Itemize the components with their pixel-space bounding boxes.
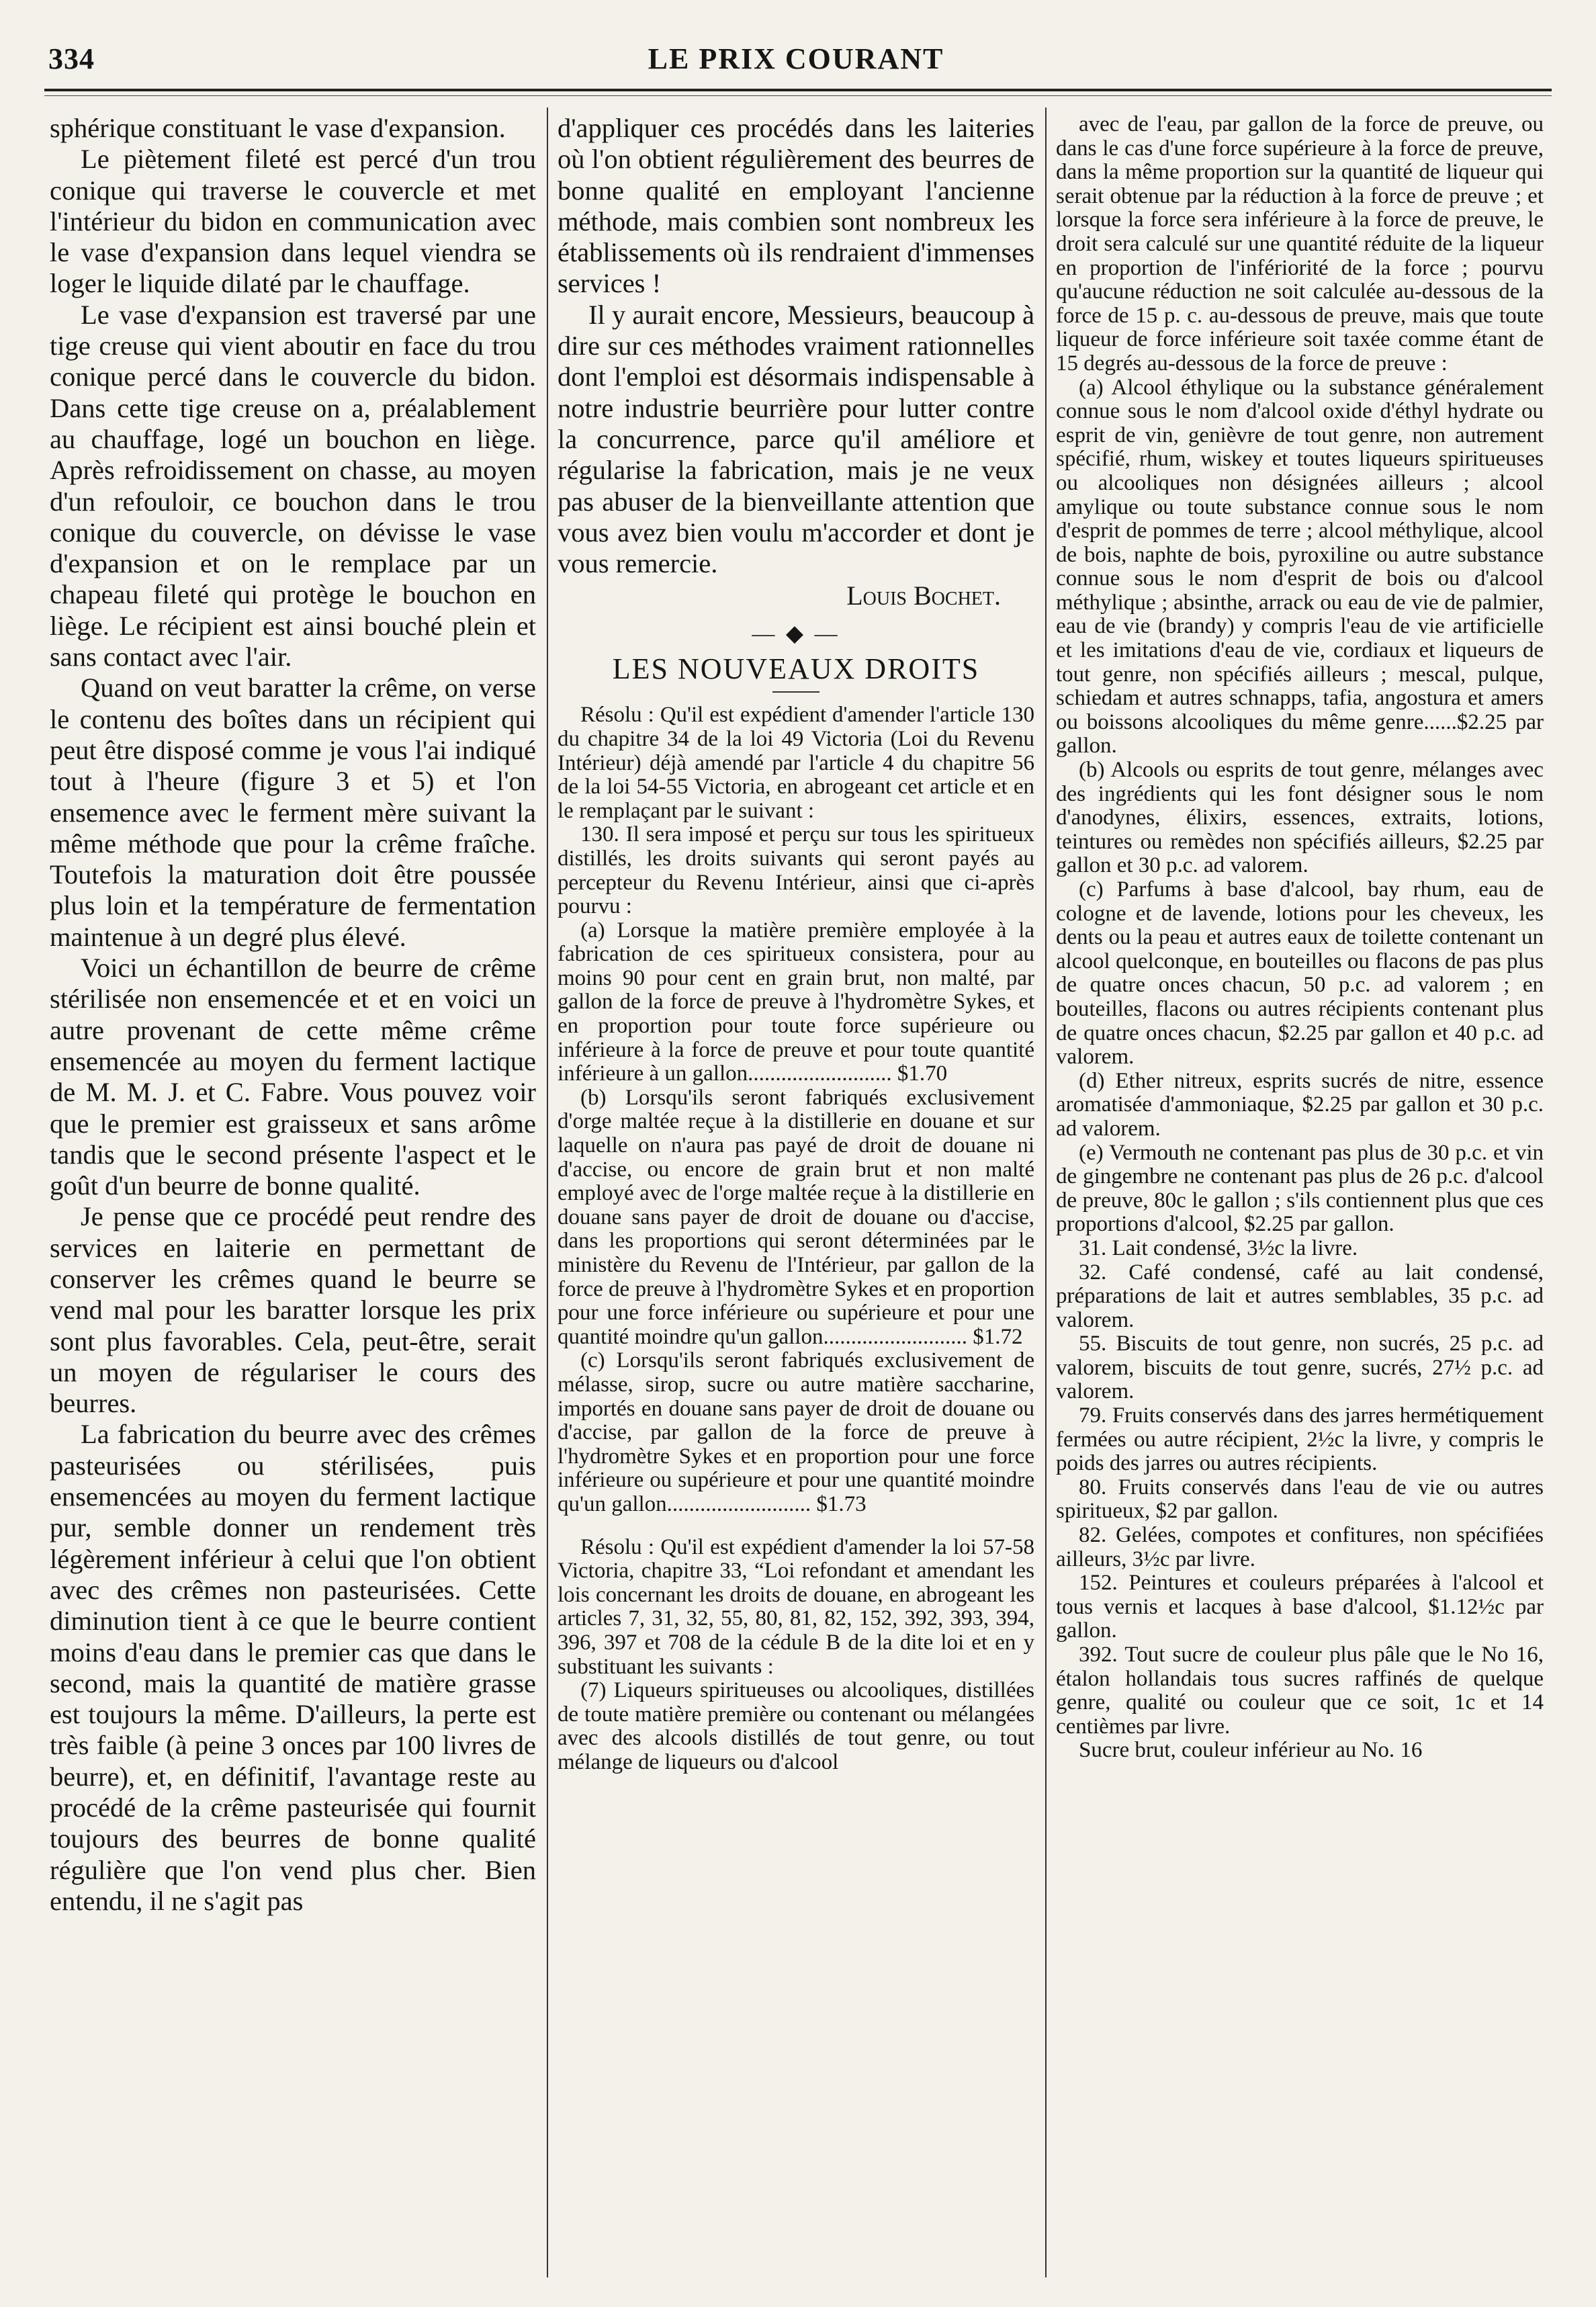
- resolution-paragraph: (c) Lorsqu'ils seront fabriqués exclusivement de mélasse, sirop, sucre ou autre matière saccharine, importés en douane sans payer de droit de douane ou d'accise, par gallon de la force de preuve à l'hydromètre Sykes et en proportion pour une force inférieure ou supérieure et pour une quantité moindre qu'un gallon.......................... $1.73: [558, 1348, 1034, 1516]
- paragraph: (c) Parfums à base d'alcool, bay rhum, eau de cologne et de lavende, lotions pour les cheveux, les dents ou la peau et autres eaux de toilette contenant un alcool quelconque, en bouteilles ou flacons de pas plus de quatre onces chacun, 50 p.c. ad valorem ; en bouteilles, flacons ou autres récipients contenant plus de quatre onces chacun, $2.25 par gallon et 40 p.c. ad valorem.: [1056, 877, 1544, 1070]
- resolution-paragraph: Résolu : Qu'il est expédient d'amender la loi 57-58 Victoria, chapitre 33, “Loi refondant et amendant les lois concernant les droits de douane, en abrogeant les articles 7, 31, 32, 55, 80, 81, 82, 152, 392, 393, 394, 396, 397 et 708 de la cédule B de la dite loi et en y substituant les suivants :: [558, 1534, 1034, 1679]
- author-signature: Louis Bochet.: [846, 580, 1001, 611]
- resolution-paragraph: 130. Il sera imposé et perçu sur tous les spiritueux distillés, les droits suivants qui seront payés au percepteur du Revenu Intérieur, ainsi que ci-après pourvu :: [558, 822, 1034, 919]
- column-divider-left: [547, 107, 548, 2277]
- paragraph: sphérique constituant le vase d'expansion.: [50, 113, 506, 143]
- paragraph: La fabrication du beurre avec des crêmes pasteurisées ou stérilisées, puis ensemencées au moyen du ferment lactique pur, semble donner un rendement très légèrement inférieur à celui que l'on obtient avec des crêmes non pasteurisées. Cette diminution tient à ce que le beurre contient moins d'eau dans le premier cas que dans le second, mais la quantité de matière grasse est toujours la même. D'ailleurs, la perte est très faible (à peine 3 onces par 100 livres de beurre), et, en définitif, l'avantage reste au procédé de la crême pasteurisée qui fournit toujours des beurres de bonne qualité régulière que l'on vend plus cher. Bien entendu, il ne s'agit pas: [50, 1419, 536, 1916]
- paragraph: Le vase d'expansion est traversé par une tige creuse qui vient aboutir en face du trou conique percé dans le couvercle du bidon. Dans cette tige creuse on a, préalablement au chauffage, logé un bouchon en liège. Après refroidissement on chasse, au moyen d'un refouloir, ce bouchon dans le trou conique du couvercle, on dévisse le vase d'expansion et on le remplace par un chapeau fileté qui protège le bouchon en liège. Le récipient est ainsi bouché plein et sans contact avec l'air.: [50, 299, 536, 672]
- column-divider-right: [1045, 107, 1047, 2277]
- paragraph: 79. Fruits conservés dans des jarres hermétiquement fermées ou autre récipient, 2½c la livre, y compris le poids des jarres ou autres récipients.: [1056, 1403, 1544, 1476]
- paragraph: 392. Tout sucre de couleur plus pâle que le No 16, étalon hollandais tous sucres raffinés de quelque genre, qualité ou couleur que ce soit, 1c et 14 centièmes par livre.: [1056, 1643, 1544, 1739]
- paragraph: (b) Alcools ou esprits de tout genre, mélanges avec des ingrédients qui les font désigner sous le nom d'anodynes, élixirs, essences, extraits, lotions, teintures ou remèdes non spécifiés ailleurs, $2.25 par gallon et 30 p.c. ad valorem.: [1056, 758, 1544, 878]
- header-rule-thin: [44, 95, 1552, 96]
- paragraph: d'appliquer ces procédés dans les laiteries où l'on obtient régulièrement des beurres de bonne qualité en employant l'ancienne méthode, mais combien sont nombreux les établissements où ils rendraient d'immenses services !: [558, 113, 1034, 299]
- paragraph: Je pense que ce procédé peut rendre des services en laiterie en permettant de conserver les crêmes quand le beurre se vend mal pour les baratter lorsque les prix sont plus favorables. Cela, peut-être, serait un moyen de régulariser le cours des beurres.: [50, 1201, 536, 1419]
- journal-title: LE PRIX COURANT: [648, 42, 944, 75]
- paragraph: 80. Fruits conservés dans l'eau de vie ou autres spiritueux, $2 par gallon.: [1056, 1475, 1544, 1524]
- paragraph: Le piètement fileté est percé d'un trou conique qui traverse le couvercle et met l'intérieur du bidon en communication avec le vase d'expansion dans lequel viendra se loger le liquide dilaté par le chauffage.: [50, 144, 536, 299]
- section-ornament: — ◆ —: [752, 621, 840, 646]
- paragraph: 82. Gelées, compotes et confitures, non spécifiées ailleurs, 3½c par livre.: [1056, 1523, 1544, 1571]
- column-3: [1056, 113, 1544, 2276]
- page-number: 334: [48, 42, 95, 75]
- paragraph: 32. Café condensé, café au lait condensé, préparations de lait et autres semblables, 35 p.c. ad valorem.: [1056, 1260, 1544, 1332]
- paragraph: Il y aurait encore, Messieurs, beaucoup à dire sur ces méthodes vraiment rationnelles dont l'emploi est désormais indispensable à notre industrie beurrière pour lutter contre la concurrence, parce qu'il améliore et régularise la fabrication, mais je ne veux pas abuser de la bienveillante attention que vous avez bien voulu m'accorder et dont je vous remercie.: [558, 299, 1034, 579]
- paragraph: (d) Ether nitreux, esprits sucrés de nitre, essence aromatisée d'ammoniaque, $2.25 par gallon et 30 p.c. ad valorem.: [1056, 1068, 1544, 1141]
- paragraph: Sucre brut, couleur inférieur au No. 16: [1079, 1738, 1423, 1763]
- paragraph: (e) Vermouth ne contenant pas plus de 30 p.c. et vin de gingembre ne contenant pas plus de 26 p.c. d'alcool de preuve, 80c le gallon ; s'ils contiennent plus que ces proportions d'alcool, $2.25 par gallon.: [1056, 1140, 1544, 1237]
- resolution-paragraph: (7) Liqueurs spiritueuses ou alcooliques, distillées de toute matière première ou contenant ou mélangées avec des alcools distillés de tout genre, ou tout mélange de liqueurs ou d'alcool: [558, 1678, 1034, 1774]
- section-title: LES NOUVEAUX DROITS: [612, 652, 980, 686]
- column-2: [558, 113, 1034, 2276]
- paragraph: avec de l'eau, par gallon de la force de preuve, ou dans le cas d'une force supérieure à la force de preuve, dans la même proportion sur la quantité de liqueur qui serait obtenue par la réduction à la force de preuve ; et lorsque la force sera inférieure à la force de preuve, le droit sera calculé sur une quantité réduite de la liqueur en proportion de l'infériorité de la force ; pourvu qu'aucune réduction ne soit calculée au-dessous de la force de 15 p. c. au-dessous de preuve, mais que toute liqueur de force inférieure soit taxée comme étant de 15 degrés au-dessous de la force de preuve :: [1056, 113, 1544, 376]
- column-1: [50, 113, 536, 2276]
- section-rule: [772, 691, 819, 693]
- header-rule: [44, 89, 1552, 91]
- paragraph: 152. Peintures et couleurs préparées à l'alcool et tous vernis et lacques à base d'alcool, $1.12½c par gallon.: [1056, 1571, 1544, 1643]
- resolution-block-1: [558, 703, 1034, 1516]
- paragraph: Quand on veut baratter la crême, on verse le contenu des boîtes dans un récipient qui peut être disposé comme je vous l'ai indiqué tout à l'heure (figure 3 et 5) et l'on ensemence avec le ferment mère suivant la même méthode que pour la crême fraîche. Toutefois la maturation doit être poussée plus loin et la température de fermentation maintenue à un degré plus élevé.: [50, 672, 536, 952]
- resolution-paragraph: (a) Lorsque la matière première employée à la fabrication de ces spiritueux consistera, pour au moins 90 pour cent en grain brut, non malté, par gallon de la force de preuve à l'hydromètre Sykes, et en proportion pour toute force supérieure ou inférieure à la force de preuve et pour toute quantité inférieure à un gallon.......................... $1.70: [558, 918, 1034, 1086]
- resolution-block-2: [558, 1536, 1034, 1775]
- paragraph: (a) Alcool éthylique ou la substance généralement connue sous le nom d'alcool oxide d'éthyl hydrate ou esprit de vin, genièvre de tout genre, non autrement spécifié, rhum, wiskey et toutes liqueurs spiritueuses ou alcooliques non désignées ailleurs ; alcool amylique ou toute substance connue sous le nom d'esprit de pommes de terre ; alcool méthylique, alcool de bois, naphte de bois, pyroxiline ou autre substance connue sous le nom d'esprit de bois ou d'alcool méthylique ; absinthe, arrack ou eau de vie de palmier, eau de vie (brandy) y compris l'eau de vie artificielle et les imitations d'eau de vie, cordiaux et liqueurs de tout genre, non spécifiés ailleurs ; mescal, pulque, schiedam et autres schnapps, tafia, angostura et amers ou boissons alcooliques du même genre......$2.25 par gallon.: [1056, 375, 1544, 758]
- paragraph: Voici un échantillon de beurre de crême stérilisée non ensemencée et et en voici un autre provenant de cette même crême ensemencée au moyen du ferment lactique de M. M. J. et C. Fabre. Vous pouvez voir que le premier est graisseux et sans arôme tandis que le second présente l'aspect et le goût d'un beurre de bonne qualité.: [50, 953, 536, 1201]
- paragraph: 31. Lait condensé, 3½c la livre.: [1079, 1235, 1358, 1260]
- resolution-paragraph: (b) Lorsqu'ils seront fabriqués exclusivement d'orge maltée reçue à la distillerie en douane et sur laquelle on n'aura pas payé de droit de douane ni d'accise, ou encore de grain brut et non malté employé avec de l'orge maltée reçue à la distillerie en douane sans payer de droit de douane ou d'accise, dans les proportions qui seront déterminées par le ministère du Revenu de l'Intérieur, par gallon de la force de preuve à l'hydromètre Sykes et en proportion pour une force inférieure ou supérieure et pour une quantité moindre qu'un gallon.......................... $1.72: [558, 1085, 1034, 1349]
- paragraph: 55. Biscuits de tout genre, non sucrés, 25 p.c. ad valorem, biscuits de tout genre, sucrés, 27½ p.c. ad valorem.: [1056, 1332, 1544, 1404]
- resolution-paragraph: Résolu : Qu'il est expédient d'amender l'article 130 du chapitre 34 de la loi 49 Victoria (Loi du Revenu Intérieur) déjà amendé par l'article 4 du chapitre 56 de la loi 54-55 Victoria, en abrogeant cet article et en le remplaçant par le suivant :: [558, 703, 1034, 823]
- page-header: [40, 35, 1552, 83]
